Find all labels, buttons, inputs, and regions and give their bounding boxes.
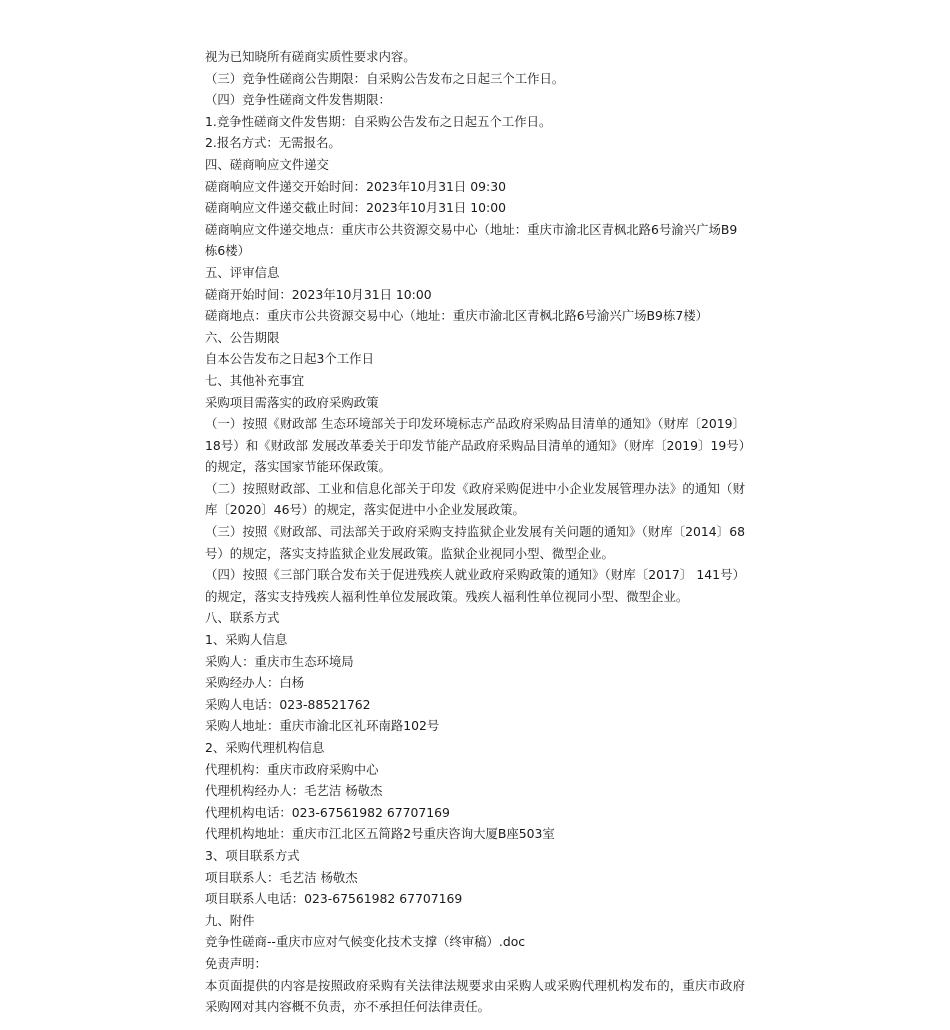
announcement-body bbox=[205, 46, 745, 1018]
text-line: 视为已知晓所有磋商实质性要求内容。 bbox=[205, 49, 416, 64]
policy-paragraph: （一）按照《财政部 生态环境部关于印发环境标志产品政府采购品目清单的通知》（财库〔2019〕18号）和《财政部 发展改革委关于印发节能产品政府采购品目清单的通知》（财库〔2019〕19号）的规定，落实国家节能环保政策。 bbox=[205, 416, 745, 475]
subsection-heading: 3、项目联系方式 bbox=[205, 847, 300, 863]
text-line: 采购人地址：重庆市渝北区礼环南路102号 bbox=[205, 718, 440, 734]
policy-paragraph: （三）按照《财政部、司法部关于政府采购支持监狱企业发展有关问题的通知》（财库〔2014〕68号）的规定，落实支持监狱企业发展政策。监狱企业视同小型、微型企业。 bbox=[205, 524, 745, 561]
text-line: 磋商响应文件递交截止时间：2023年10月31日 10:00 bbox=[205, 200, 506, 216]
section-heading: 八、联系方式 bbox=[205, 610, 280, 626]
text-line: 代理机构地址：重庆市江北区五简路2号重庆咨询大厦B座503室 bbox=[205, 826, 555, 842]
section-heading: 六、公告期限 bbox=[205, 329, 280, 345]
subsection-heading: 1、采购人信息 bbox=[205, 632, 288, 648]
policy-paragraph: （二）按照财政部、工业和信息化部关于印发《政府采购促进中小企业发展管理办法》的通知（财库〔2020〕46号）的规定，落实促进中小企业发展政策。 bbox=[205, 480, 745, 518]
text-line: 磋商地点：重庆市公共资源交易中心（地址：重庆市渝北区青枫北路6号渝兴广场B9栋7楼） bbox=[205, 308, 708, 324]
text-line: 采购人：重庆市生态环境局 bbox=[205, 653, 354, 669]
text-line: 项目联系人：毛艺洁 杨敬杰 bbox=[205, 869, 358, 885]
text-line: 项目联系人电话：023-67561982 67707169 bbox=[205, 891, 463, 907]
text-line: 采购经办人：白杨 bbox=[205, 675, 305, 691]
text-line: 采购人电话：023-88521762 bbox=[205, 696, 371, 712]
text-line: （三）竞争性磋商公告期限：自采购公告发布之日起三个工作日。 bbox=[205, 70, 565, 86]
text-line: 1.竞争性磋商文件发售期：自采购公告发布之日起五个工作日。 bbox=[205, 113, 552, 129]
text-line: 代理机构电话：023-67561982 67707169 bbox=[205, 804, 450, 820]
text-line: 磋商响应文件递交开始时间：2023年10月31日 09:30 bbox=[205, 178, 506, 194]
section-heading: 四、磋商响应文件递交 bbox=[205, 156, 329, 172]
text-line: 磋商响应文件递交地点：重庆市公共资源交易中心（地址：重庆市渝北区青枫北路6号渝兴广场B9栋6楼） bbox=[205, 221, 738, 259]
attachment-link[interactable]: 竞争性磋商--重庆市应对气候变化技术支撑（终审稿）.doc bbox=[205, 934, 526, 950]
text-line: 磋商开始时间：2023年10月31日 10:00 bbox=[205, 286, 432, 302]
text-line: 采购项目需落实的政府采购政策 bbox=[205, 394, 379, 410]
text-line: 2.报名方式：无需报名。 bbox=[205, 135, 341, 151]
text-line: 代理机构经办人：毛艺洁 杨敬杰 bbox=[205, 783, 383, 799]
text-line: 自本公告发布之日起3个工作日 bbox=[205, 351, 374, 367]
text-line: （四）竞争性磋商文件发售期限： bbox=[205, 92, 391, 108]
disclaimer-title: 免责声明： bbox=[205, 955, 267, 971]
policy-paragraph: （四）按照《三部门联合发布关于促进残疾人就业政府采购政策的通知》（财库〔2017〕 141号）的规定，落实支持残疾人福利性单位发展政策。残疾人福利性单位视同小型、微型企业。 bbox=[205, 567, 745, 604]
text-line: 代理机构：重庆市政府采购中心 bbox=[205, 761, 379, 777]
disclaimer-text: 本页面提供的内容是按照政府采购有关法律法规要求由采购人或采购代理机构发布的，重庆市政府采购网对其内容概不负责，亦不承担任何法律责任。 bbox=[205, 977, 745, 1015]
section-heading: 九、附件 bbox=[205, 912, 255, 928]
section-heading: 五、评审信息 bbox=[205, 264, 280, 280]
section-heading: 七、其他补充事宜 bbox=[205, 372, 305, 388]
subsection-heading: 2、采购代理机构信息 bbox=[205, 740, 325, 755]
